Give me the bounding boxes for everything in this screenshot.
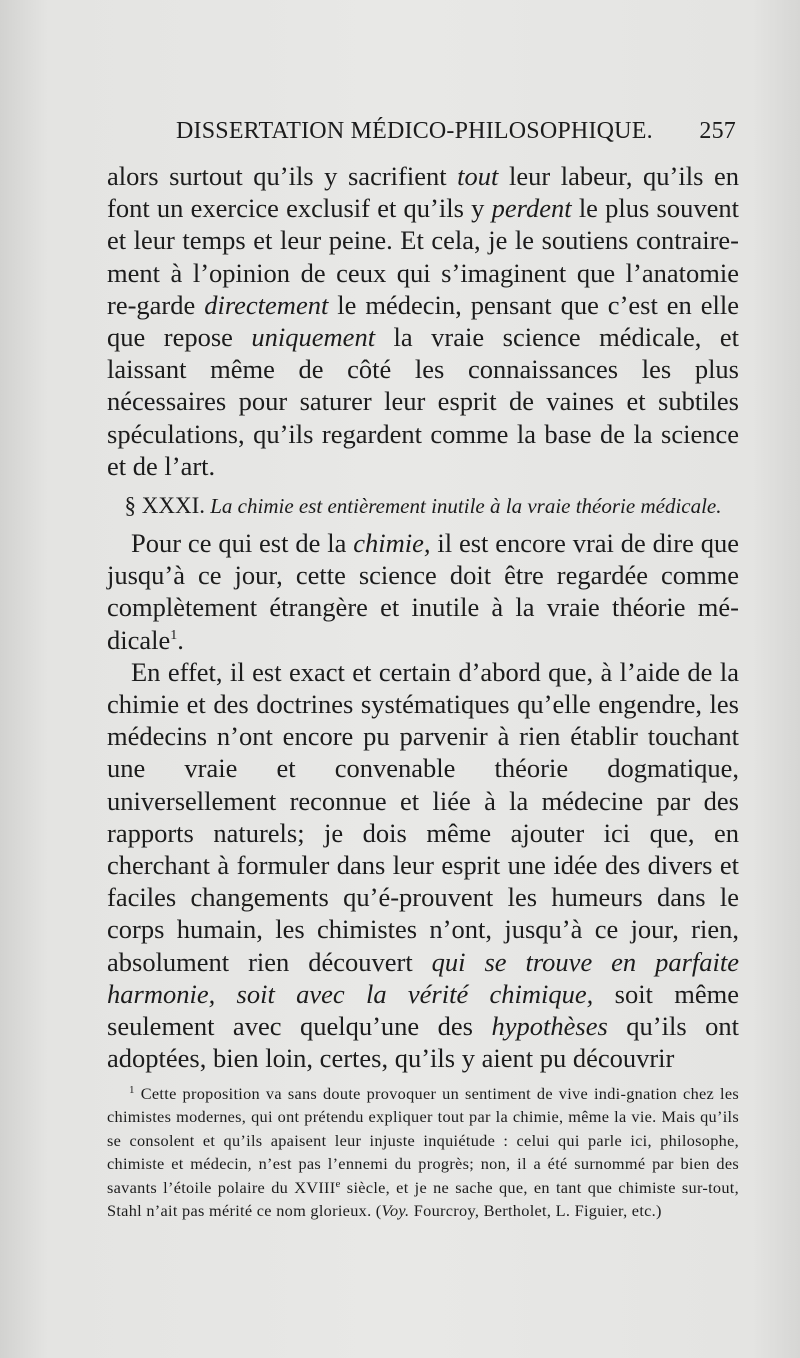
emphasis: uniquement <box>251 322 376 353</box>
page-header <box>176 118 736 154</box>
section-number: § XXXI. <box>124 493 205 519</box>
emphasis: directement <box>204 289 329 320</box>
footnote-text: $^1$ Cette proposition va sans doute provoquer un sentiment de vive indi-gnation chez les chimistes modernes, qui ont prétendu expliquer tout par la chimie, même la vie. Mais qu’ils se consolent et qu’ils apaisent leur injuste inquiétude : celui qui parle ici, philosophe, chimiste et médecin, n’est pas l’ennemi du progrès; non, il a été surnommé par bien des savants l’étoile polaire du XVIIIe siècle, et je ne sache que, en tant que chimiste sur-tout, Stahl n’ait pas mérité ce nom glorieux. (Voy. Fourcroy, Bertholet, L. Figuier, etc.) <box>107 1084 739 1221</box>
paragraph-1: alors surtout qu’ils y sacrifient tout leur labeur, qu’ils en font un exercice exclusif et qu’ils y perdent le plus souvent et leur temps et leur peine. Et cela, je le soutiens contraire-ment à l’opinion de ceux qui s’imaginent que l’anatomie re-garde directement le médecin, pensant que c’est en elle que repose uniquement la vraie science médicale, et laissant même de côté les connaissances les plus nécessaires pour saturer leur esprit de vaines et subtiles spéculations, qu’ils regardent comme la base de la science et de l’art. <box>107 161 739 481</box>
section-title: La chimie est entièrement inutile à la vraie théorie médicale. <box>210 494 722 519</box>
emphasis: Voy. <box>381 1201 410 1221</box>
footnote-marker: 1 <box>129 1084 135 1096</box>
section-heading <box>107 493 739 519</box>
running-title: DISSERTATION MÉDICO-PHILOSOPHIQUE. <box>176 118 653 144</box>
page-number: 257 <box>699 118 736 144</box>
paragraph-3: En effet, il est exact et certain d’abord que, à l’aide de la chimie et des doctrines systématiques qu’elle engendre, les médecins n’ont encore pu parvenir à rien établir touchant une vraie et convenable théorie dogmatique, universellement reconnue et liée à la médecine par des rapports naturels; je dois même ajouter ici que, en cherchant à formuler dans leur esprit une idée des divers et faciles changements qu’é-prouvent les humeurs dans le corps humain, les chimistes n’ont, jusqu’à ce jour, rien, absolument rien découvert qui se trouve en parfaite harmonie, soit avec la vérité chimique, soit même seulement avec quelqu’une des hypothèses qu’ils ont adoptées, bien loin, certes, qu’ils y aient pu découvrir <box>107 656 739 1074</box>
paragraph-2: Pour ce qui est de la chimie, il est encore vrai de dire que jusqu’à ce jour, cette science doit être regardée comme complètement étrangère et inutile à la vraie théorie mé-dicale$^1$. <box>107 528 739 655</box>
emphasis: perdent <box>491 193 572 224</box>
main-text <box>107 160 739 1074</box>
emphasis: chimie, <box>353 528 431 559</box>
footnote-reference[interactable]: 1 <box>170 627 178 643</box>
emphasis: hypothèses <box>491 1011 608 1042</box>
emphasis: tout <box>457 161 499 191</box>
emphasis: qui se trouve en parfaite harmonie, soit avec la vérité chimique, <box>107 946 739 1009</box>
footnote <box>107 1082 739 1222</box>
